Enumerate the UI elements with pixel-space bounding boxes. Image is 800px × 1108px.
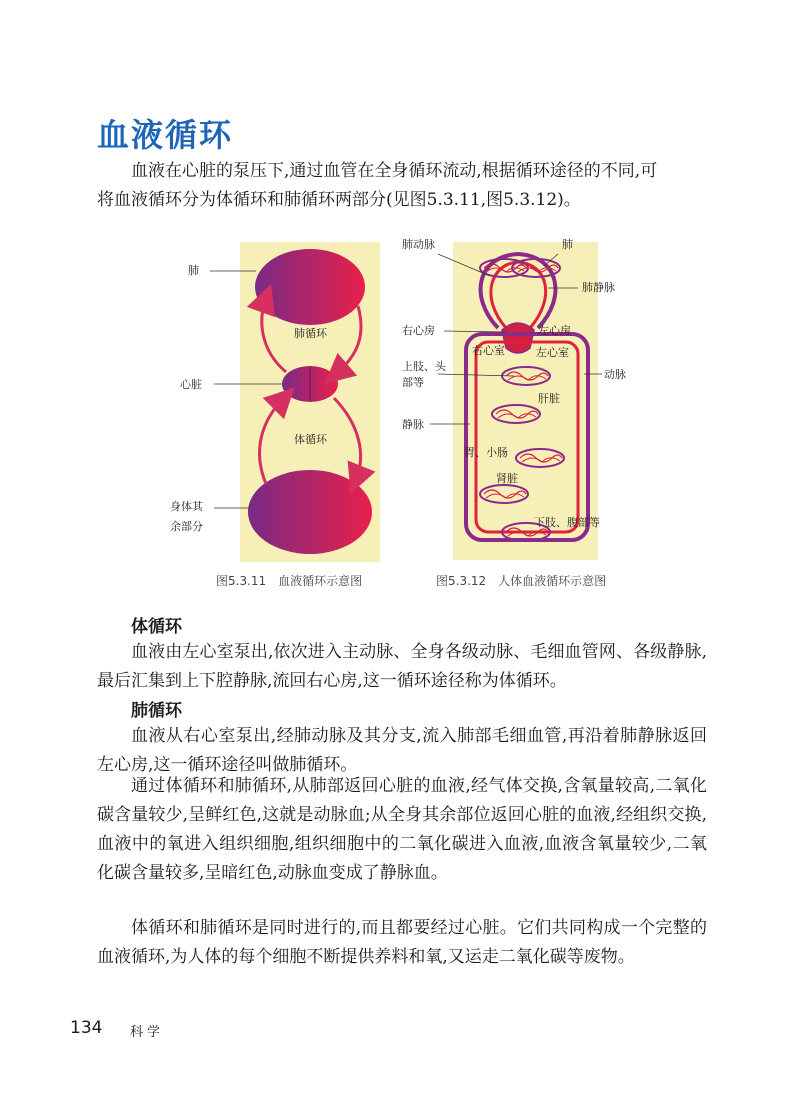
label-left-atrium: 左心房	[538, 324, 571, 337]
pulmonary-paragraph: 血液从右心室泵出,经肺动脉及其分支,流入肺部毛细血管,再沿着肺静脉返回左心房,这一循环途径叫做肺循环。	[97, 726, 707, 775]
summary-paragraph: 体循环和肺循环是同时进行的,而且都要经过心脏。它们共同构成一个完整的血液循环,为人体的每个细胞不断提供养料和氧,又运走二氧化碳等废物。	[97, 918, 707, 967]
figure-human-circulation	[398, 236, 628, 566]
exchange-paragraph: 通过体循环和肺循环,从肺部返回心脏的血液,经气体交换,含氧量较高,二氧化碳含量较少,呈鲜红色,这就是动脉血;从全身其余部位返回心脏的血液,经组织交换,血液中的氧进入组织细胞,组织细胞中的二氧化碳进入血液,血液含氧量较少,二氧化碳含量较多,呈暗红色,动脉血变成了静脉血。	[97, 776, 707, 883]
heart-shape	[502, 323, 534, 353]
book-label: 科学	[130, 1025, 165, 1040]
label-body-1: 身体其	[170, 500, 203, 513]
label-lower-limbs: 下肢、腹部等	[534, 516, 600, 529]
systemic-paragraph: 血液由左心室泵出,依次进入主动脉、全身各级动脉、毛细血管网、各级静脉,最后汇集到上下腔静脉,流回右心房,这一循环途径称为体循环。	[97, 642, 707, 691]
label-stomach: 胃、小肠	[464, 446, 508, 459]
label-right-atrium: 右心房	[402, 324, 435, 337]
intro-line-1: 血液在心脏的泵压下,通过血管在全身循环流动,根据循环途径的不同,可	[131, 161, 658, 181]
label-artery: 动脉	[604, 368, 626, 381]
label-pulmonary-artery: 肺动脉	[402, 238, 435, 251]
label-liver: 肝脏	[538, 392, 560, 405]
label-systemic-circuit: 体循环	[294, 433, 327, 446]
label-right-ventricle: 右心室	[472, 344, 505, 357]
page-number: 134	[70, 1018, 103, 1038]
figure-2-caption: 图5.3.12 人体血液循环示意图	[436, 574, 607, 588]
figure-blood-circulation	[170, 240, 390, 570]
intro-line-2: 将血液循环分为体循环和肺循环两部分(见图5.3.11,图5.3.12)。	[97, 190, 581, 210]
label-vein: 静脉	[402, 418, 424, 431]
pulmonary-heading: 肺循环	[131, 701, 182, 721]
label-upper-limbs-2: 部等	[402, 376, 424, 389]
systemic-heading: 体循环	[131, 617, 182, 637]
label-pulmonary-vein: 肺静脉	[582, 281, 615, 294]
label-left-ventricle: 左心室	[536, 346, 569, 359]
figure-1-caption: 图5.3.11 血液循环示意图	[216, 574, 363, 588]
section-title: 血液循环	[97, 116, 234, 154]
label-upper-limbs-1: 上肢、头	[402, 360, 446, 373]
label-pulmonary-circuit: 肺循环	[294, 327, 327, 340]
label-lung: 肺	[188, 264, 199, 277]
label-kidney: 肾脏	[496, 472, 518, 485]
label-body-2: 余部分	[170, 520, 203, 533]
lung-ellipse	[255, 249, 365, 325]
label-heart: 心脏	[180, 378, 202, 391]
label-lung-2: 肺	[562, 238, 573, 251]
intro-paragraph	[97, 157, 707, 215]
